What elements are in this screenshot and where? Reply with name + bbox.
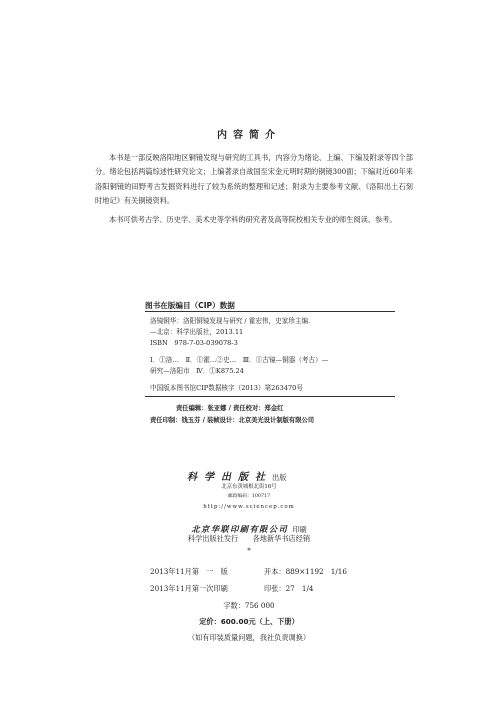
publisher-website: http://www.sciencep.com <box>203 504 295 510</box>
publisher-address: 北京东黄城根北街16号 <box>221 484 277 490</box>
cip-line-1: 洛镜铜华：洛阳铜镜发现与研究 / 霍宏伟，史家珍主编. <box>150 317 311 325</box>
publisher-postcode: 邮政编码：100717 <box>227 494 271 499</box>
edition-line: 2013年11月第 一 版 <box>150 567 228 576</box>
price-line: 定价：600.00元（上、下册） <box>199 617 299 626</box>
publisher-suffix: 出版 <box>272 473 287 482</box>
separator-asterisk: * <box>247 547 251 555</box>
intro-title: 内容简介 <box>217 130 281 141</box>
intro-paragraph-2: 本书可供考古学、历史学、美术史等学科的研究者及高等院校相关专业的师生阅读、参考。 <box>109 215 397 224</box>
printer-suffix: 印刷 <box>292 525 307 534</box>
distribution-line: 科学出版社发行 各地新华书店经销 <box>187 534 311 543</box>
cip-heading: 图书在版编目（CIP）数据 <box>145 301 235 310</box>
credits-line-2: 责任印制：钱玉芬 / 装帧设计：北京美光设计制版有限公司 <box>150 417 315 424</box>
quality-notice: （如有印装质量问题，我社负责调换） <box>187 633 311 642</box>
wordcount-line: 字数：756 000 <box>223 601 275 610</box>
printer-name: 北京华联印刷有限公司 <box>191 524 289 534</box>
cip-line-3: ISBN 978-7-03-039078-3 <box>150 339 238 347</box>
cip-line-5: 研究—洛阳市 Ⅳ．①K875.24 <box>150 367 244 375</box>
publisher-logo: 科学出版社 <box>187 472 272 483</box>
credits-line-1: 责任编辑：张亚娜 / 责任校对：郑金红 <box>176 405 284 412</box>
sheets-line: 印张：27 1/4 <box>264 584 314 593</box>
cip-top-rule <box>145 311 395 312</box>
intro-paragraph-1: 本书是一部反映洛阳地区铜镜发现与研究的工具书，内容分为绪论、上编、下编及附录等四个部分。绪论包括两篇综述性研究论文；上编著录自战国至宋金元明时期的铜镜300面；下编对近60年来洛阳铜镜的田野考古发掘资料进行了较为系统的整理和记述；附录为主要参考文献、《洛阳出土石刻时地记》有关铜镜资料。 <box>95 153 413 205</box>
impression-line: 2013年11月第一次印刷 <box>150 584 228 593</box>
format-line: 开本：889×1192 1/16 <box>264 567 347 576</box>
cip-line-4: Ⅰ．①洛… Ⅱ．①霍…②史… Ⅲ．①古镜—铜器（考古）— <box>150 356 329 364</box>
cip-line-6: 中国版本图书馆CIP数据核字（2013）第263470号 <box>150 384 303 392</box>
cip-line-2: —北京：科学出版社，2013.11 <box>150 328 244 336</box>
cip-bottom-rule <box>145 396 395 397</box>
